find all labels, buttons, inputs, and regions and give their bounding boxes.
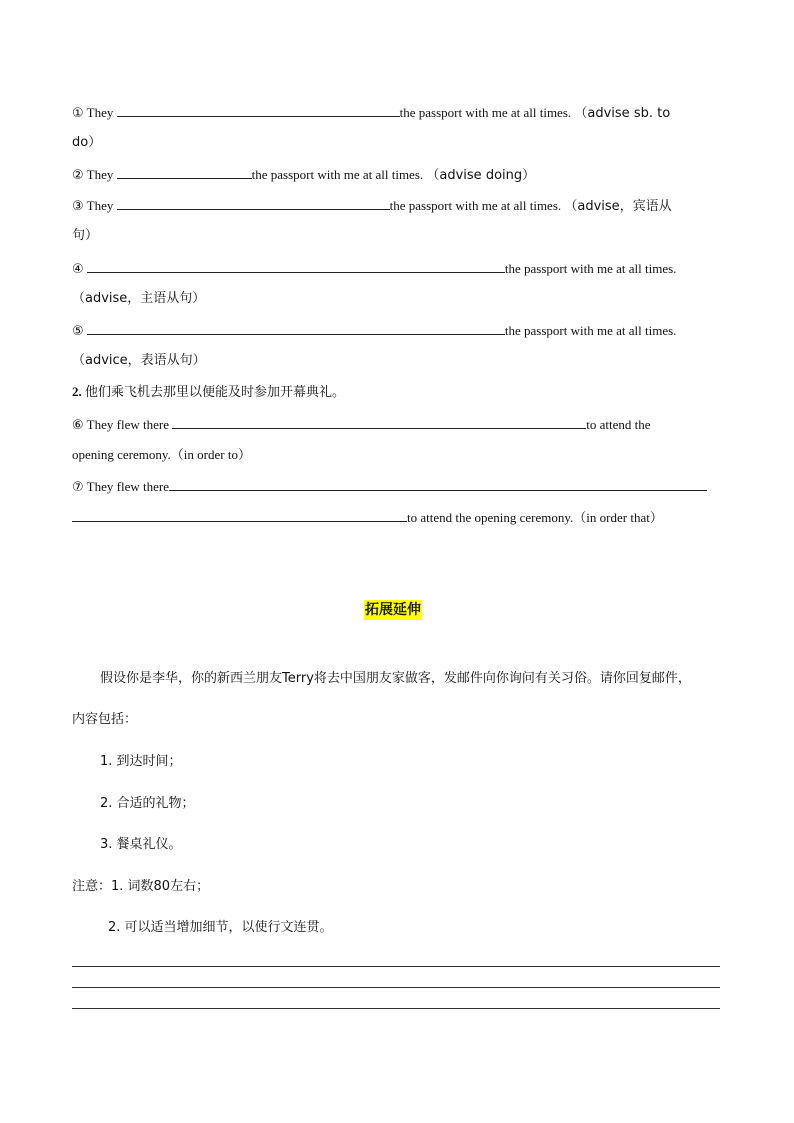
question-hint: （advice，表语从句）	[72, 353, 206, 368]
answer-blank[interactable]	[169, 477, 707, 491]
writing-prompt-continued: 内容包括：	[72, 712, 138, 727]
question-5	[72, 321, 676, 341]
question-2	[72, 165, 535, 185]
question-1	[72, 103, 670, 123]
exercise-2-heading	[72, 383, 345, 402]
question-number: ①	[72, 106, 84, 121]
question-number: ④	[72, 262, 84, 277]
question-hint: （advise doing）	[426, 168, 536, 183]
answer-blank[interactable]	[87, 259, 505, 273]
question-7-line-2	[72, 508, 663, 527]
section-title: 拓展延伸	[365, 602, 421, 618]
question-6	[72, 415, 650, 435]
question-number: ②	[72, 168, 84, 183]
question-4	[72, 259, 676, 279]
question-rest: the passport with me at all times.	[389, 198, 562, 213]
content-item: 1. 到达时间；	[100, 754, 182, 769]
note-1: 注意：1. 词数80左右；	[72, 879, 210, 894]
writing-line[interactable]	[72, 966, 720, 967]
question-hint: （advise，主语从句）	[72, 291, 206, 306]
answer-blank[interactable]	[72, 508, 407, 522]
question-rest: to attend the	[586, 417, 651, 432]
question-lead: They flew there	[86, 479, 169, 494]
question-rest: to attend the opening ceremony.（in order that）	[407, 510, 663, 525]
question-hint-continued: do）	[72, 135, 102, 150]
question-continued: opening ceremony.（in order to）	[72, 447, 251, 462]
question-number: ⑥	[72, 418, 84, 433]
question-rest: the passport with me at all times.	[399, 105, 572, 120]
content-item: 3. 餐桌礼仪。	[100, 837, 182, 852]
question-3	[72, 196, 672, 216]
answer-blank[interactable]	[117, 196, 390, 210]
writing-line[interactable]	[72, 1008, 720, 1009]
question-number: ③	[72, 199, 84, 214]
question-rest: the passport with me at all times.	[504, 261, 677, 276]
question-rest: the passport with me at all times.	[251, 167, 424, 182]
question-number: ⑦	[72, 480, 84, 495]
question-hint: （advise，宾语从	[564, 199, 672, 214]
writing-line[interactable]	[72, 987, 720, 988]
note-2: 2. 可以适当增加细节，以使行文连贯。	[108, 920, 333, 935]
heading-text: 他们乘飞机去那里以便能及时参加开幕典礼。	[85, 385, 346, 400]
question-number: ⑤	[72, 324, 84, 339]
writing-prompt: 假设你是李华，你的新西兰朋友Terry将去中国朋友家做客，发邮件向你询问有关习俗。请你回复邮件，	[100, 671, 691, 686]
answer-blank[interactable]	[117, 103, 400, 117]
question-subject: They	[86, 105, 114, 120]
answer-blank[interactable]	[87, 321, 505, 335]
question-rest: the passport with me at all times.	[504, 323, 677, 338]
heading-number: 2.	[72, 384, 82, 399]
content-item: 2. 合适的礼物；	[100, 796, 195, 811]
answer-blank[interactable]	[172, 415, 586, 429]
answer-blank[interactable]	[117, 165, 252, 179]
question-subject: They	[86, 198, 114, 213]
question-lead: They flew there	[86, 417, 169, 432]
question-subject: They	[86, 167, 114, 182]
question-hint-continued: 句）	[72, 228, 99, 243]
question-hint: （advise sb. to	[574, 106, 671, 121]
question-7	[72, 477, 707, 497]
